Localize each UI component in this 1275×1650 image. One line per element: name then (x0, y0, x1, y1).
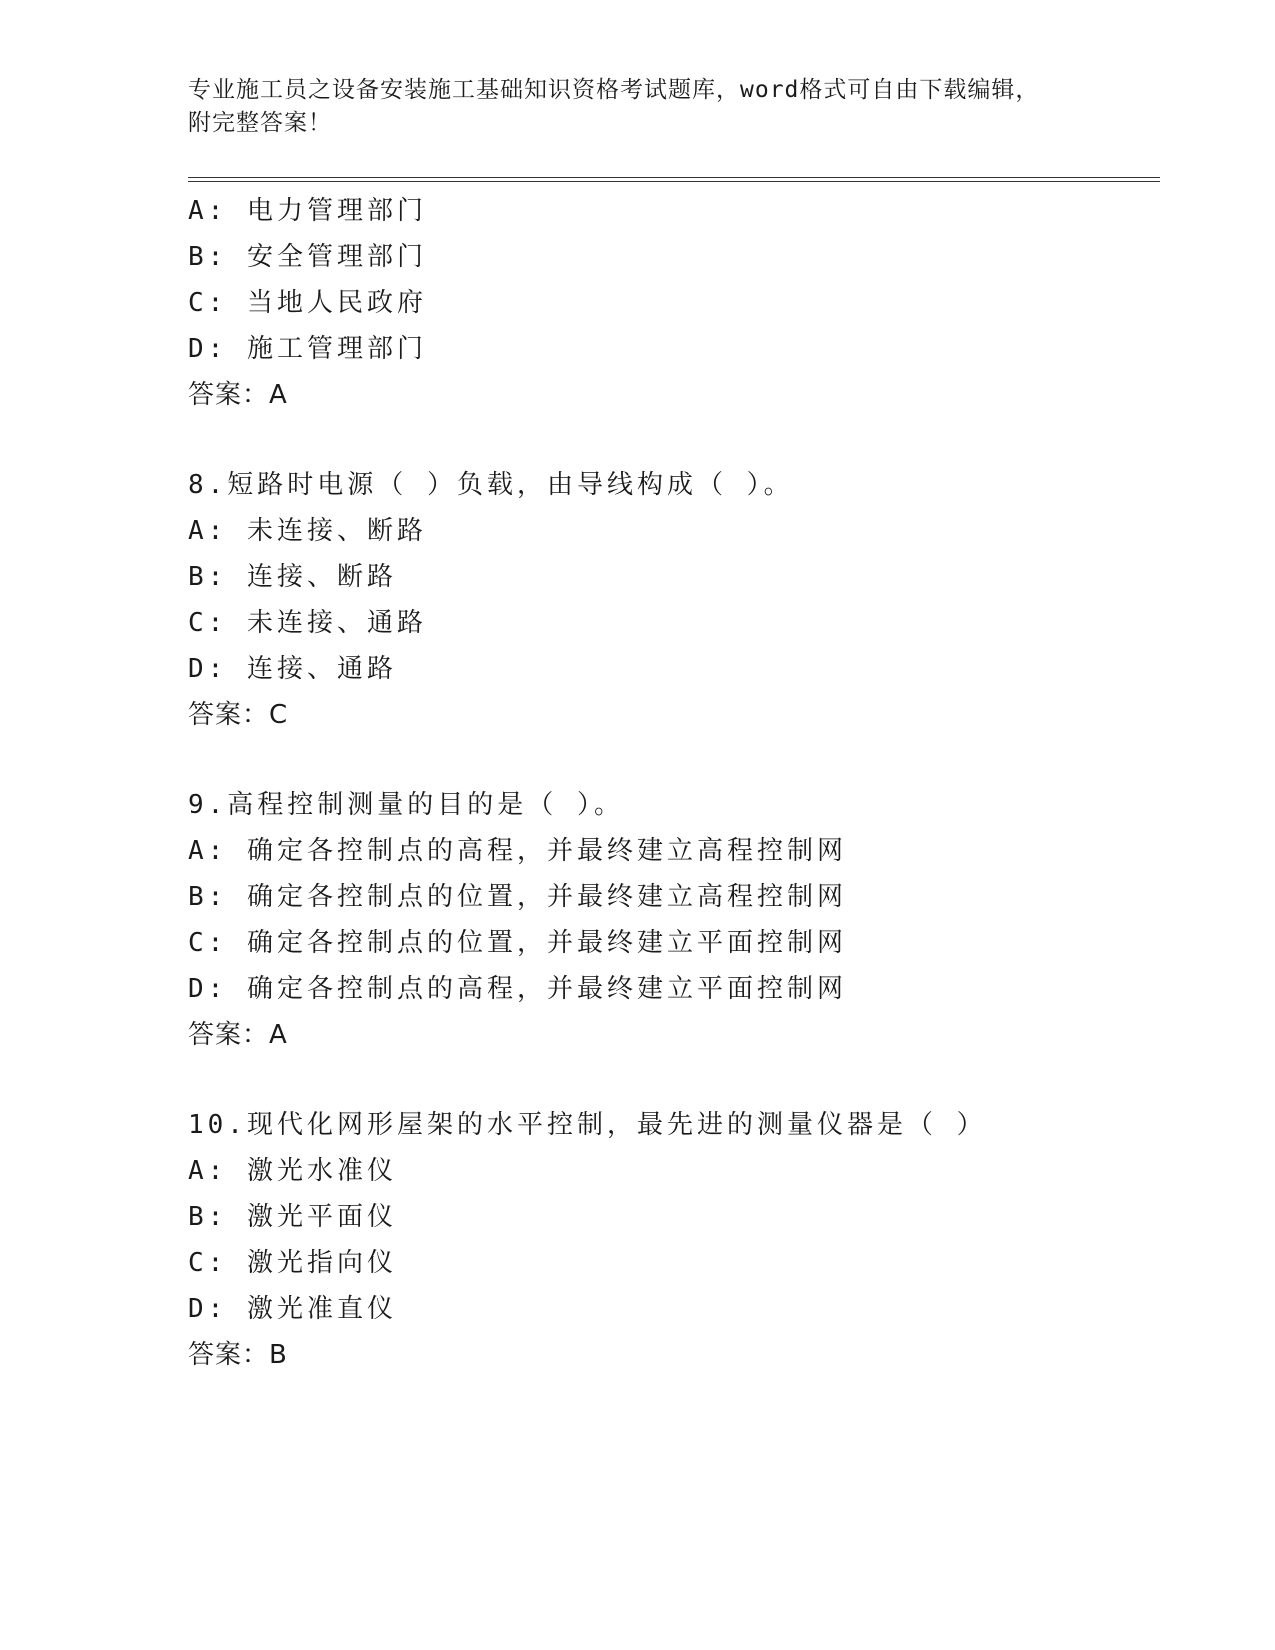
question-block-9 (188, 782, 1160, 1058)
question-list (188, 188, 1160, 1378)
option-d: D: 激光准直仪 (188, 1294, 397, 1324)
option-c: C: 激光指向仪 (188, 1248, 397, 1278)
header-line-2: 附完整答案！ (188, 110, 332, 136)
header-divider (188, 177, 1160, 182)
option-b: B: 安全管理部门 (188, 242, 427, 272)
option-d: D: 确定各控制点的高程，并最终建立平面控制网 (188, 974, 847, 1004)
option-d: D: 连接、通路 (188, 654, 397, 684)
answer-label: 答案：A (188, 1020, 288, 1050)
document-header (188, 74, 1088, 140)
option-c: C: 确定各控制点的位置，并最终建立平面控制网 (188, 928, 847, 958)
question-stem: 8.短路时电源（ ）负载，由导线构成（ ）。 (188, 470, 794, 500)
spacer (188, 738, 1160, 782)
option-b: B: 激光平面仪 (188, 1202, 397, 1232)
spacer (188, 1058, 1160, 1102)
option-a: A: 未连接、断路 (188, 516, 427, 546)
question-block-7 (188, 188, 1160, 418)
question-block-10 (188, 1102, 1160, 1378)
answer-label: 答案：A (188, 380, 288, 410)
option-c: C: 未连接、通路 (188, 608, 427, 638)
option-c: C: 当地人民政府 (188, 288, 427, 318)
spacer (188, 418, 1160, 462)
option-d: D: 施工管理部门 (188, 334, 427, 364)
header-line-1: 专业施工员之设备安装施工基础知识资格考试题库，word格式可自由下载编辑， (188, 77, 1040, 103)
question-stem: 10.现代化网形屋架的水平控制，最先进的测量仪器是（ ） (188, 1110, 987, 1140)
question-block-8 (188, 462, 1160, 738)
option-a: A: 激光水准仪 (188, 1156, 397, 1186)
answer-label: 答案：C (188, 700, 289, 730)
option-a: A: 电力管理部门 (188, 196, 427, 226)
option-b: B: 连接、断路 (188, 562, 397, 592)
option-b: B: 确定各控制点的位置，并最终建立高程控制网 (188, 882, 847, 912)
question-stem: 9.高程控制测量的目的是（ ）。 (188, 790, 624, 820)
answer-label: 答案：B (188, 1340, 288, 1370)
option-a: A: 确定各控制点的高程，并最终建立高程控制网 (188, 836, 847, 866)
